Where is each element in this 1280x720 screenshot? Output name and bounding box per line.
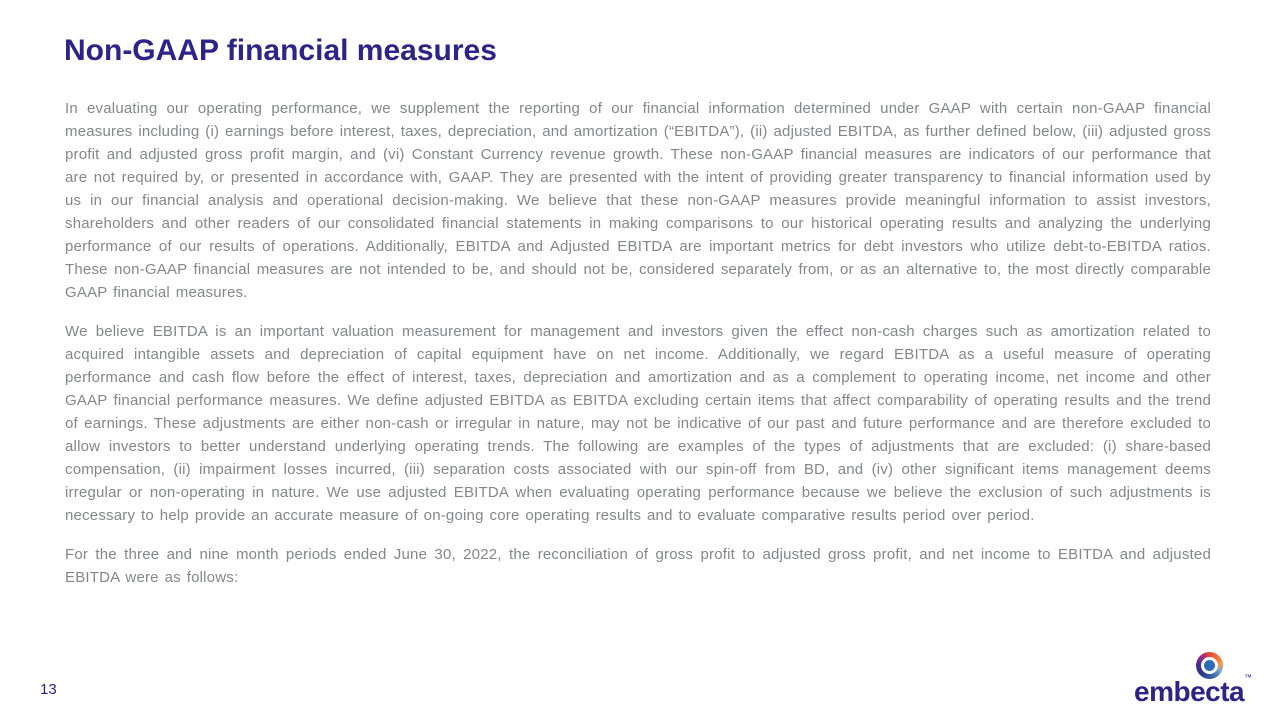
embecta-logo-wordmark: embecta (1134, 676, 1245, 707)
paragraph-non-gaap-overview: In evaluating our operating performance, we supplement the reporting of our financial information determined under GAAP with certain non-GAAP financial measures including (i) earnings before interest, taxes, depreciation, and amortization (“EBITDA”), (ii) adjusted EBITDA, as further defined below, (iii) adjusted gross profit and adjusted gross profit margin, and (vi) Constant Currency revenue growth. These non-GAAP financial measures are indicators of our performance that are not required by, or presented in accordance with, GAAP. They are presented with the intent of providing greater transparency to financial information used by us in our financial analysis and operational decision-making. We believe that these non-GAAP measures provide meaningful information to assist investors, shareholders and other readers of our consolidated financial statements in making comparisons to our historical operating results and analyzing the underlying performance of our results of operations. Additionally, EBITDA and Adjusted EBITDA are important metrics for debt investors who utilize debt-to-EBITDA ratios. These non-GAAP financial measures are not intended to be, and should not be, considered separately from, or as an alternative to, the most directly comparable GAAP financial measures. (65, 100, 1211, 301)
slide-title: Non-GAAP financial measures (64, 34, 497, 67)
embecta-logo-icon (1196, 652, 1223, 679)
paragraph-ebitda-definition: We believe EBITDA is an important valuation measurement for management and investors given the effect non-cash charges such as amortization related to acquired intangible assets and depreciation of capital equipment have on net income. Additionally, we regard EBITDA as a useful measure of operating performance and cash flow before the effect of interest, taxes, depreciation and amortization and as a complement to operating income, net income and other GAAP financial performance measures. We define adjusted EBITDA as EBITDA excluding certain items that affect comparability of operating results and the trend of earnings. These adjustments are either non-cash or irregular in nature, may not be indicative of our past and future performance and are therefore excluded to allow investors to better understand underlying operating trends. The following are examples of the types of adjustments that are excluded: (i) share-based compensation, (ii) impairment losses incurred, (iii) separation costs associated with our spin-off from BD, and (iv) other significant items management deems irregular or non-operating in nature. We use adjusted EBITDA when evaluating operating performance because we believe the exclusion of such adjustments is necessary to help provide an accurate measure of on-going core operating results and to evaluate comparative results period over period. (65, 323, 1211, 524)
page-number: 13 (40, 681, 57, 698)
embecta-logo-icon-dot (1204, 660, 1215, 671)
embecta-logo (1134, 652, 1250, 706)
paragraph-reconciliation-intro: For the three and nine month periods ended June 30, 2022, the reconciliation of gross profit to adjusted gross profit, and net income to EBITDA and adjusted EBITDA were as follows: (65, 546, 1211, 586)
trademark-symbol: ™ (1244, 673, 1252, 682)
slide-body (65, 97, 1211, 605)
